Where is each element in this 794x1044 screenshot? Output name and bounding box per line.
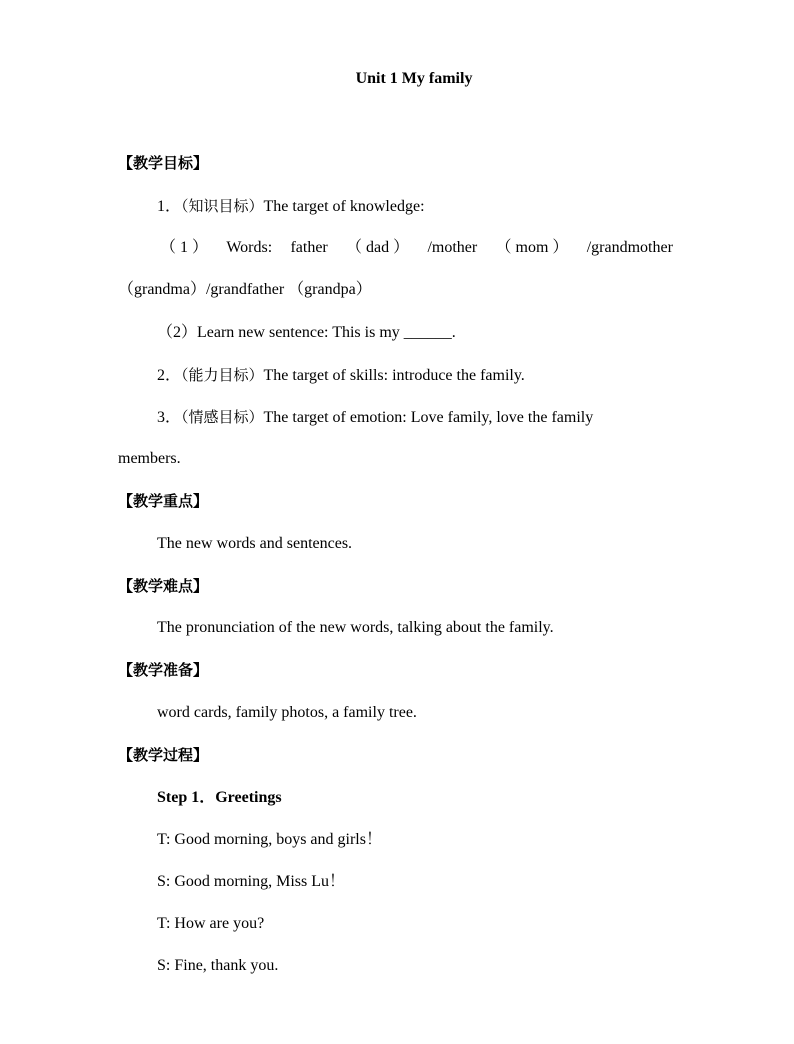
words-part: （ dad ）: [346, 239, 410, 256]
words-line-2: （grandma）/grandfather （grandpa）: [118, 281, 372, 298]
objective-2-prefix: 2．: [157, 367, 182, 384]
dialog-line: T: Good morning, boys and girls！: [157, 831, 382, 848]
objective-3: [157, 407, 593, 428]
dialog-line: S: Fine, thank you.: [157, 957, 279, 974]
document-title: Unit 1 My family: [355, 70, 473, 87]
preparation-heading: 【教学准备】: [118, 661, 209, 679]
objective-1-en: The target of knowledge:: [263, 198, 425, 215]
key-points-text: The new words and sentences.: [157, 535, 353, 552]
objective-1-cn: （知识目标）: [181, 197, 264, 215]
objective-3-cn: （情感目标）: [181, 408, 264, 426]
words-part: （ mom ）: [495, 239, 569, 256]
words-part: father: [290, 239, 328, 256]
objective-1: [157, 196, 425, 217]
difficulties-heading: 【教学难点】: [118, 577, 209, 595]
objectives-heading: 【教学目标】: [118, 154, 209, 172]
step-1-title: Step 1．Greetings: [157, 789, 282, 806]
words-part: Words:: [226, 239, 273, 256]
process-heading: 【教学过程】: [118, 746, 209, 764]
objective-3-en: The target of emotion: Love family, love the family: [263, 409, 594, 426]
objective-3-prefix: 3．: [157, 409, 182, 426]
words-part: （ 1 ）: [160, 239, 209, 256]
objective-2-en: The target of skills: introduce the family.: [263, 367, 525, 384]
objective-2: [157, 365, 525, 386]
words-line-1: [160, 238, 673, 258]
dialog-line: T: How are you?: [157, 915, 265, 932]
sentence-line: （2）Learn new sentence: This is my ______.: [157, 324, 456, 341]
dialog-line: S: Good morning, Miss Lu！: [157, 873, 346, 890]
objective-1-prefix: 1．: [157, 198, 182, 215]
objective-3-continued: members.: [118, 450, 181, 467]
key-points-heading: 【教学重点】: [118, 492, 209, 510]
words-part: /grandmother: [586, 239, 673, 256]
words-part: /mother: [427, 239, 478, 256]
difficulties-text: The pronunciation of the new words, talking about the family.: [157, 619, 554, 636]
preparation-text: word cards, family photos, a family tree.: [157, 704, 417, 721]
objective-2-cn: （能力目标）: [181, 366, 264, 384]
